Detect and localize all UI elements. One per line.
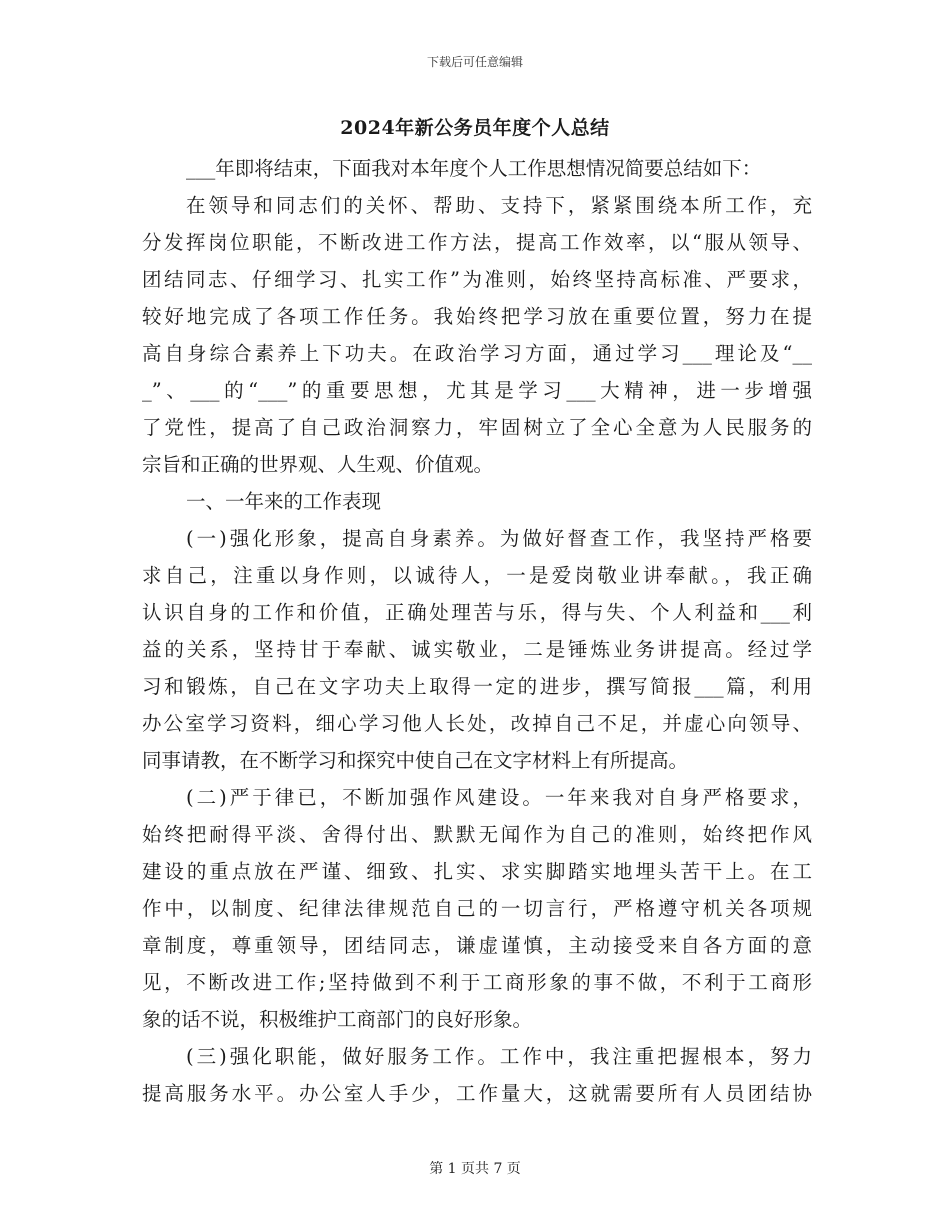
body-line: 分发挥岗位职能，不断改进工作方法，提高工作效率，以“服从领导、 bbox=[142, 231, 812, 254]
body-line: _”、___的“___”的重要思想，尤其是学习___大精神，进一步增强 bbox=[142, 379, 812, 402]
body-line: (一)强化形象，提高自身素养。为做好督查工作，我坚持严格要 bbox=[186, 527, 812, 550]
section-heading: 一、一年来的工作表现 bbox=[186, 490, 382, 513]
body-line: 了党性，提高了自己政治洞察力，牢固树立了全心全意为人民服务的 bbox=[142, 416, 812, 439]
body-line: 团结同志、仔细学习、扎实工作”为准则，始终坚持高标准、严要求， bbox=[142, 268, 812, 291]
body-line: 认识自身的工作和价值，正确处理苦与乐，得与失、个人利益和___利 bbox=[142, 601, 812, 624]
body-line: 较好地完成了各项工作任务。我始终把学习放在重要位置，努力在提 bbox=[142, 305, 812, 328]
body-line: 见，不断改进工作;坚持做到不利于工商形象的事不做，不利于工商形 bbox=[142, 971, 812, 994]
body-line: 求自己，注重以身作则，以诚待人，一是爱岗敬业讲奉献。，我正确 bbox=[142, 564, 812, 587]
body-line: 象的话不说，积极维护工商部门的良好形象。 bbox=[142, 1008, 533, 1031]
body-line: 始终把耐得平淡、舍得付出、默默无闻作为自己的准则，始终把作风 bbox=[142, 823, 812, 846]
body-line: 作中，以制度、纪律法律规范自己的一切言行，严格遵守机关各项规 bbox=[142, 897, 812, 920]
document-body bbox=[142, 150, 812, 1112]
body-line: 高自身综合素养上下功夫。在政治学习方面，通过学习___理论及“__ bbox=[142, 342, 812, 365]
body-line: (二)严于律已，不断加强作风建设。一年来我对自身严格要求， bbox=[186, 786, 812, 809]
document-title: 2024年新公务员年度个人总结 bbox=[340, 117, 610, 139]
body-line: (三)强化职能，做好服务工作。工作中，我注重把握根本，努力 bbox=[186, 1045, 812, 1068]
body-line: 建设的重点放在严谨、细致、扎实、求实脚踏实地埋头苦干上。在工 bbox=[142, 860, 812, 883]
body-line: 办公室学习资料，细心学习他人长处，改掉自己不足，并虚心向领导、 bbox=[142, 712, 812, 735]
body-line: 提高服务水平。办公室人手少，工作量大，这就需要所有人员团结协 bbox=[142, 1082, 812, 1105]
body-line: 宗旨和正确的世界观、人生观、价值观。 bbox=[142, 453, 494, 476]
body-line: 同事请教，在不断学习和探究中使自己在文字材料上有所提高。 bbox=[142, 749, 689, 772]
body-line: 习和锻炼，自己在文字功夫上取得一定的进步，撰写简报___篇，利用 bbox=[142, 675, 812, 698]
body-line: 章制度，尊重领导，团结同志，谦虚谨慎，主动接受来自各方面的意 bbox=[142, 934, 812, 957]
body-line: 在领导和同志们的关怀、帮助、支持下，紧紧围绕本所工作，充 bbox=[186, 194, 812, 217]
header-note: 下载后可任意编辑 bbox=[426, 55, 523, 69]
page-footer: 第 1 页共 7 页 bbox=[429, 1161, 521, 1177]
body-line: 益的关系，坚持甘于奉献、诚实敬业，二是锤炼业务讲提高。经过学 bbox=[142, 638, 812, 661]
body-line: ___年即将结束，下面我对本年度个人工作思想情况简要总结如下： bbox=[186, 157, 762, 180]
